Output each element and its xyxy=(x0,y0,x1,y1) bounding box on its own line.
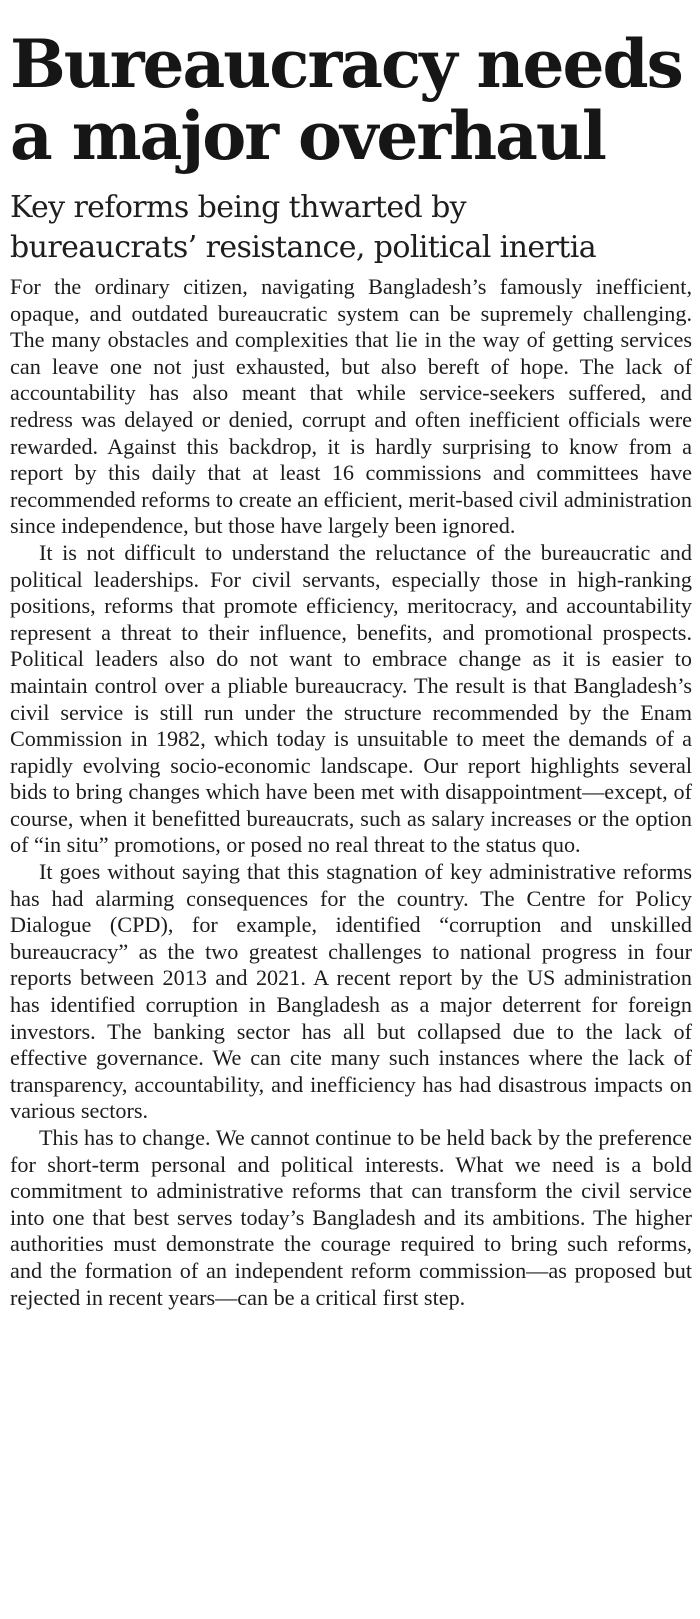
body-paragraph: It goes without saying that this stagnation of key administrative reforms has had alarming consequences for the country. The Centre for Policy Dialogue (CPD), for example, identified “corruption and unskilled bureaucracy” as the two greatest challenges to national progress in four reports between 2013 and 2021. A recent report by the US administration has identified corruption in Bangladesh as a major deterrent for foreign investors. The banking sector has all but collapsed due to the lack of effective governance. We can cite many such instances where the lack of transparency, accountability, and inefficiency has had disastrous impacts on various sectors. xyxy=(10,859,692,1124)
headline xyxy=(10,25,692,175)
subheadline-line-1: Key reforms being thwarted by xyxy=(10,190,467,225)
editorial-article xyxy=(10,0,692,1311)
subheadline-line-2: bureaucrats’ resistance, political inertia xyxy=(10,230,597,265)
headline-line-1: Bureaucracy needs xyxy=(10,25,682,103)
body-paragraph: For the ordinary citizen, navigating Bangladesh’s famously inefficient, opaque, and outdated bureaucratic system can be supremely challenging. The many obstacles and complexities that lie in the way of getting services can leave one not just exhausted, but also bereft of hope. The lack of accountability has also meant that while service-seekers suffered, and redress was delayed or denied, corrupt and often inefficient officials were rewarded. Against this backdrop, it is hardly surprising to know from a report by this daily that at least 16 commissions and committees have recommended reforms to create an efficient, merit-based civil administration since independence, but those have largely been ignored. xyxy=(10,274,692,539)
subheadline xyxy=(10,188,692,268)
headline-line-2: a major overhaul xyxy=(10,97,605,175)
body-paragraph: It is not difficult to understand the reluctance of the bureaucratic and political leaderships. For civil servants, especially those in high-ranking positions, reforms that promote efficiency, meritocracy, and accountability represent a threat to their influence, benefits, and promotional prospects. Political leaders also do not want to embrace change as it is easier to maintain control over a pliable bureaucracy. The result is that Bangladesh’s civil service is still run under the structure recommended by the Enam Commission in 1982, which today is unsuitable to meet the demands of a rapidly evolving socio-economic landscape. Our report highlights several bids to bring changes which have been met with disappointment—except, of course, when it benefitted bureaucrats, such as salary increases or the option of “in situ” promotions, or posed no real threat to the status quo. xyxy=(10,539,692,858)
body-paragraph: This has to change. We cannot continue to be held back by the preference for short-term personal and political interests. What we need is a bold commitment to administrative reforms that can transform the civil service into one that best serves today’s Bangladesh and its ambitions. The higher authorities must demonstrate the courage required to bring such reforms, and the formation of an independent reform commission—as proposed but rejected in recent years—can be a critical first step. xyxy=(10,1125,692,1310)
article-body xyxy=(10,274,692,1311)
